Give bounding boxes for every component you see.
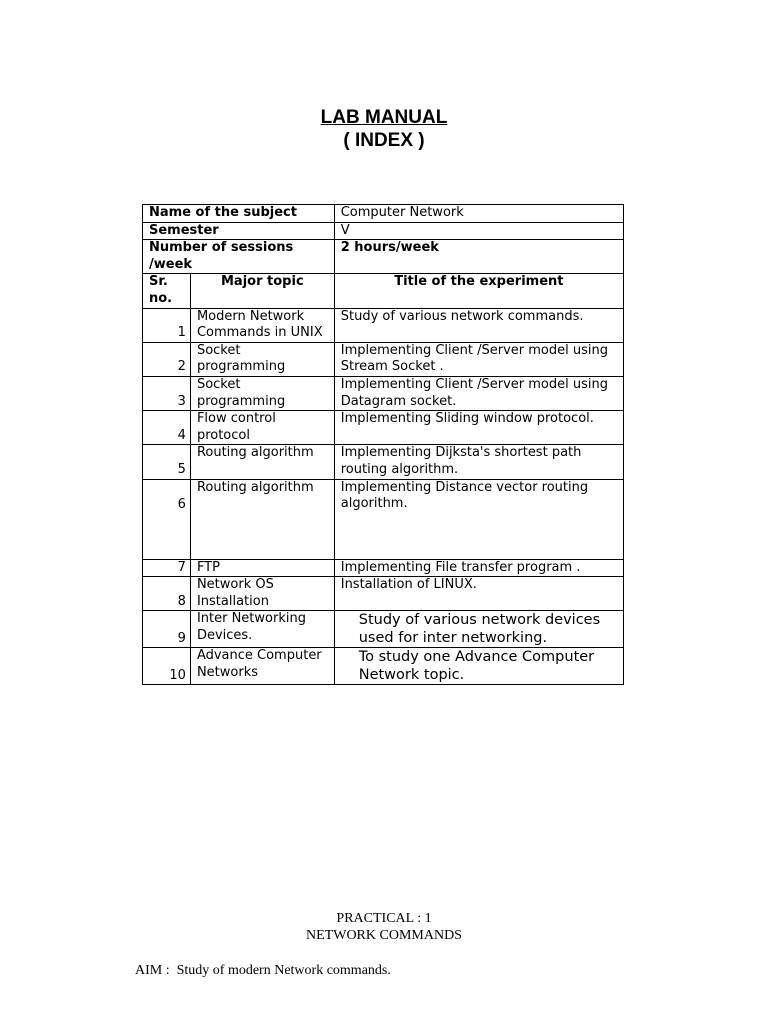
table-row [143, 445, 624, 479]
row-topic: Network OS Installation [190, 577, 334, 611]
row-experiment: Implementing Dijksta's shortest path routing algorithm. [334, 445, 623, 479]
row-topic: Socket programming [190, 376, 334, 410]
row-number: 8 [143, 577, 191, 611]
row-number: 7 [143, 559, 191, 577]
practical-number: PRACTICAL : 1 [336, 911, 432, 926]
practical-title: NETWORK COMMANDS [306, 928, 462, 943]
index-table [142, 204, 624, 685]
row-number: 6 [143, 479, 191, 559]
row-experiment: Implementing File transfer program . [334, 559, 623, 577]
srno-header: Sr. no. [143, 274, 191, 308]
row-number: 10 [143, 648, 191, 685]
table-row [143, 559, 624, 577]
sessions-row [143, 240, 624, 274]
row-number: 9 [143, 611, 191, 648]
semester-row [143, 222, 624, 240]
table-row [143, 411, 624, 445]
semester-value: V [334, 222, 623, 240]
title-block [0, 106, 768, 152]
row-experiment: Study of various network commands. [334, 308, 623, 342]
table-row [143, 648, 624, 685]
page-subtitle: ( INDEX ) [343, 130, 425, 151]
subject-label: Name of the subject [143, 205, 335, 223]
page-title: LAB MANUAL [320, 107, 448, 128]
row-experiment: Implementing Client /Server model using Datagram socket. [334, 376, 623, 410]
sessions-label: Number of sessions /week [143, 240, 335, 274]
practical-heading [0, 910, 768, 944]
subject-value: Computer Network [334, 205, 623, 223]
row-experiment: Study of various network devices used for inter networking. [334, 611, 623, 648]
table-row [143, 342, 624, 376]
topic-header: Major topic [190, 274, 334, 308]
table-row [143, 308, 624, 342]
row-topic: Inter Networking Devices. [190, 611, 334, 648]
table-row [143, 479, 624, 559]
row-experiment: To study one Advance Computer Network topic. [334, 648, 623, 685]
subject-row [143, 205, 624, 223]
row-topic: Flow control protocol [190, 411, 334, 445]
row-topic: Modern Network Commands in UNIX [190, 308, 334, 342]
row-experiment: Implementing Sliding window protocol. [334, 411, 623, 445]
row-topic: Advance Computer Networks [190, 648, 334, 685]
header-row [143, 274, 624, 308]
table-row [143, 376, 624, 410]
experiment-header: Title of the experiment [334, 274, 623, 308]
table-row [143, 611, 624, 648]
row-topic: Routing algorithm [190, 479, 334, 559]
row-topic: Socket programming [190, 342, 334, 376]
row-topic: Routing algorithm [190, 445, 334, 479]
semester-label: Semester [143, 222, 335, 240]
sessions-value: 2 hours/week [334, 240, 623, 274]
table-row [143, 577, 624, 611]
row-experiment: Implementing Client /Server model using Stream Socket . [334, 342, 623, 376]
row-experiment: Installation of LINUX. [334, 577, 623, 611]
row-number: 4 [143, 411, 191, 445]
row-number: 3 [143, 376, 191, 410]
row-number: 5 [143, 445, 191, 479]
aim-text: AIM : Study of modern Network commands. [135, 963, 391, 978]
row-number: 2 [143, 342, 191, 376]
row-number: 1 [143, 308, 191, 342]
row-experiment: Implementing Distance vector routing algorithm. [334, 479, 623, 559]
row-topic: FTP [190, 559, 334, 577]
